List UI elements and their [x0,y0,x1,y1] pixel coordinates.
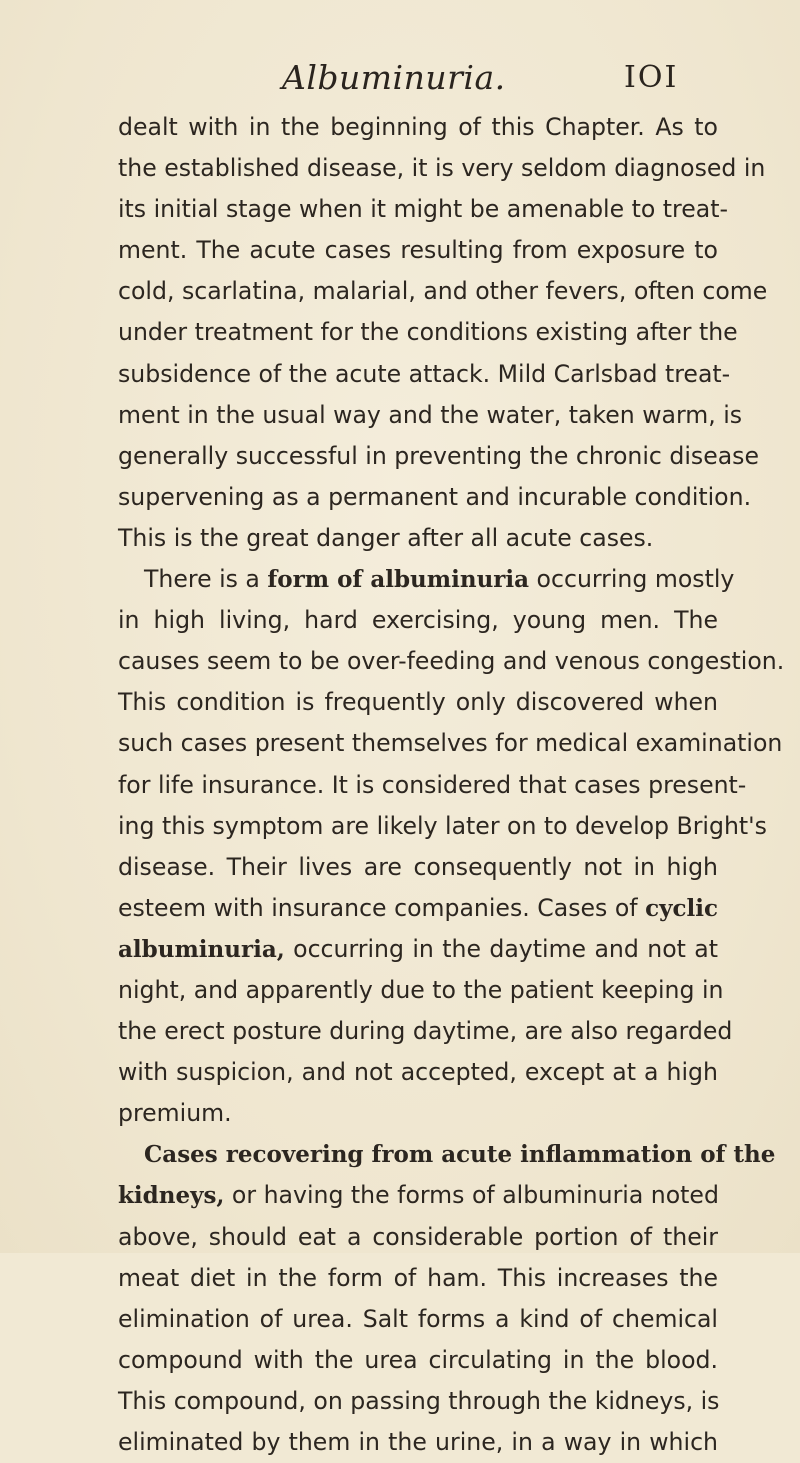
text-line [118,765,747,806]
text-run: There is a [144,565,268,594]
bold-term: Cases recovering from acute inflammation of the [144,1141,776,1169]
text-line [118,1299,718,1340]
page-number: IOI [624,60,679,95]
text-line [118,354,731,395]
text-line [118,1093,718,1134]
bold-term: albuminuria, [118,935,285,963]
text-line [118,1422,718,1463]
text-run: causes seem to be over-feeding and venous congestion. [118,647,785,676]
text-run: in high living, hard exercising, young men. The [118,606,718,635]
text-run: for life insurance. It is considered that cases present- [118,770,747,799]
text-line [118,395,743,436]
text-run: the established disease, it is very seldom diagnosed in [118,154,766,183]
text-line [118,847,718,888]
text-run: dealt with in the beginning of this Chapter. As to [118,113,718,141]
text-line [118,1258,718,1299]
text-line [118,1340,718,1381]
text-run: meat diet in the form of ham. This increases the [118,1263,718,1292]
text-run: the erect posture during daytime, are also regarded [118,1017,733,1046]
text-run: ing this symptom are likely later on to develop Bright's [118,811,767,840]
text-run: occurring in the daytime and not at [284,934,718,963]
text-line [118,888,718,929]
text-line [118,436,759,477]
text-line [118,1052,718,1093]
text-run: ment. The acute cases resulting from exposure to [118,236,718,265]
text-line [118,600,718,641]
text-run: eliminated by them in the urine, in a way in which [118,1428,718,1456]
bold-term: kidneys, [118,1182,225,1210]
text-run: or having the forms of albuminuria noted [224,1181,719,1210]
text-line [118,682,718,723]
text-line [118,312,738,353]
text-run: above, should eat a considerable portion of their [118,1222,718,1251]
text-line [118,1011,733,1052]
text-run: ment in the usual way and the water, taken warm, is [118,400,743,429]
text-run: This is the great danger after all acute cases. [118,523,654,552]
text-run: with suspicion, and not accepted, except at a high [118,1058,718,1087]
text-run: This compound, on passing through the kidneys, is [118,1386,720,1415]
bold-term: cyclic [645,894,718,922]
text-line [118,107,718,148]
text-run: esteem with insurance companies. Cases of [118,893,646,922]
text-line [118,1134,776,1175]
text-line [118,559,735,600]
body-text [118,107,785,1463]
text-run: supervening as a permanent and incurable condition. [118,482,752,511]
text-line [118,230,718,271]
text-run: under treatment for the conditions existing after the [118,318,738,347]
running-title: Albuminuria. [282,58,506,97]
text-line [118,723,783,764]
text-run: compound with the urea circulating in the blood. [118,1345,718,1374]
text-line [118,1217,718,1258]
text-line [118,271,768,312]
text-run: This condition is frequently only discovered when [118,688,718,717]
text-run: its initial stage when it might be amenable to treat- [118,195,728,224]
text-line [118,641,785,682]
text-line [118,1381,718,1422]
text-line [118,806,767,847]
text-run: premium. [118,1099,232,1128]
bold-term: form of albuminuria [267,566,530,594]
text-line [118,1175,718,1216]
text-line [118,518,718,559]
text-run: elimination of urea. Salt forms a kind of chemical [118,1304,718,1333]
text-run: subsidence of the acute attack. Mild Carlsbad treat- [118,359,731,388]
text-run: occurring mostly [529,565,735,594]
text-run: cold, scarlatina, malarial, and other fevers, often come [118,277,768,306]
text-run: night, and apparently due to the patient keeping in [118,975,724,1004]
text-line [118,477,752,518]
text-line [118,148,766,189]
text-line [118,929,718,970]
text-run: disease. Their lives are consequently not in high [118,852,718,881]
text-run: such cases present themselves for medical examination [118,729,783,758]
page-header [0,58,800,108]
text-line [118,970,724,1011]
text-run: generally successful in preventing the chronic disease [118,441,759,470]
text-line [118,189,728,230]
